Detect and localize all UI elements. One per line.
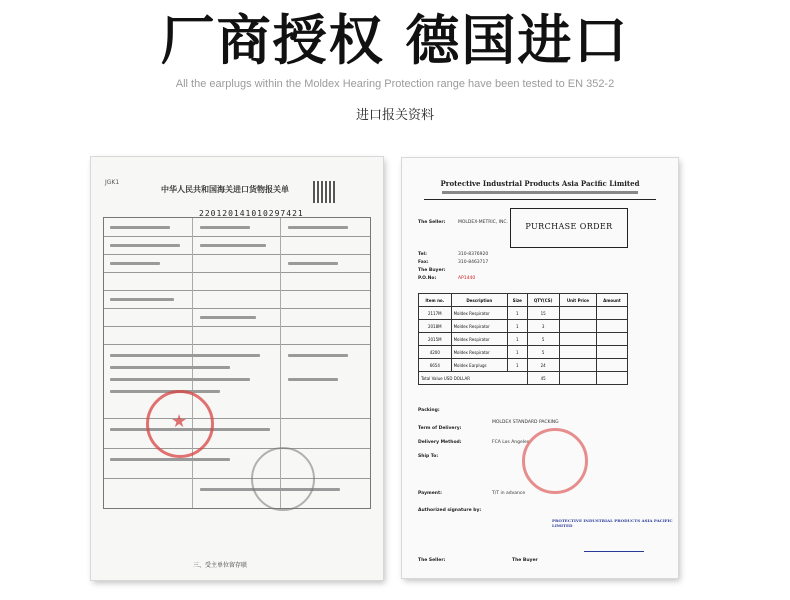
packing-value: MOLDEX STANDARD PACKING xyxy=(492,420,559,425)
table-row: 2015M Moldex Respirator 1 5 xyxy=(419,333,628,346)
fax-value: 310-8463717 xyxy=(458,260,489,265)
po-items-table xyxy=(418,293,628,385)
po-number-value: AP1440 xyxy=(458,276,476,281)
customs-declaration-document xyxy=(91,157,383,580)
col-amount: Amount xyxy=(596,294,627,307)
seller-value: MOLDEX-METRIC, INC. xyxy=(458,220,508,225)
total-qty: 45 xyxy=(527,372,559,385)
seller-label: The Seller: xyxy=(418,220,446,225)
col-size: Size xyxy=(507,294,527,307)
col-description: Description xyxy=(451,294,507,307)
col-qty: QTY(CS) xyxy=(527,294,559,307)
qr-code-icon xyxy=(313,181,335,203)
delivery-label: Term of Delivery: xyxy=(418,426,462,431)
table-row: 2117M Moldex Respirator 1 15 xyxy=(419,307,628,320)
delivery-method-value: FCA Los Angeles xyxy=(492,440,530,445)
tel-label: Tel: xyxy=(418,252,427,257)
ship-to-label: Ship To: xyxy=(418,454,439,459)
delivery-method-label: Delivery Method: xyxy=(418,440,462,445)
authorized-label: Authorized signature by: xyxy=(418,508,482,513)
customs-inspection-seal xyxy=(251,447,315,511)
table-total-row xyxy=(419,372,628,385)
po-company-address xyxy=(442,191,638,194)
total-label: Total Value USD DOLLAR xyxy=(419,372,528,385)
customs-form-footer: 三、受主单位留存联 xyxy=(193,562,248,569)
po-title-box xyxy=(510,208,628,248)
section-caption: 进口报关资料 xyxy=(355,108,434,123)
page-subtitle: All the earplugs within the Moldex Hearing Protection range have been tested to EN 352-2 xyxy=(175,78,615,90)
customs-red-seal: ★ xyxy=(146,390,214,458)
table-row: 6654 Moldex Earplugs 1 24 xyxy=(419,359,628,372)
signature-company: PROTECTIVE INDUSTRIAL PRODUCTS ASIA PACIFIC LIMITED xyxy=(552,518,673,528)
purchase-order-document xyxy=(402,158,678,578)
payment-label: Payment: xyxy=(418,491,442,496)
col-unit-price: Unit Price xyxy=(559,294,596,307)
po-title: PURCHASE ORDER xyxy=(525,222,613,231)
form-code: JGK1 xyxy=(105,179,120,186)
col-item-no: Item no. xyxy=(419,294,452,307)
packing-label: Packing: xyxy=(418,408,440,413)
page-title: 厂商授权 德国进口 xyxy=(160,8,630,72)
footer-buyer-label: The Buyer xyxy=(512,558,538,563)
footer-seller-label: The Seller: xyxy=(418,558,446,563)
fax-label: Fax: xyxy=(418,260,429,265)
table-row: 4200 Moldex Respirator 1 5 xyxy=(419,346,628,359)
customs-form-grid xyxy=(103,217,371,509)
payment-value: T/T in advance xyxy=(492,491,526,496)
table-row: 2018M Moldex Respirator 1 3 xyxy=(419,320,628,333)
po-company-name: Protective Industrial Products Asia Pacific Limited xyxy=(440,179,640,188)
po-number-label: P.O.No: xyxy=(418,276,437,281)
signature-line xyxy=(584,531,644,552)
customs-serial-number: 220120141010297421 xyxy=(199,209,304,218)
customs-form-title: 中华人民共和国海关进口货物报关单 xyxy=(161,185,289,194)
po-red-seal xyxy=(522,428,588,494)
buyer-label: The Buyer: xyxy=(418,268,446,273)
tel-value: 310-8376920 xyxy=(458,252,489,257)
